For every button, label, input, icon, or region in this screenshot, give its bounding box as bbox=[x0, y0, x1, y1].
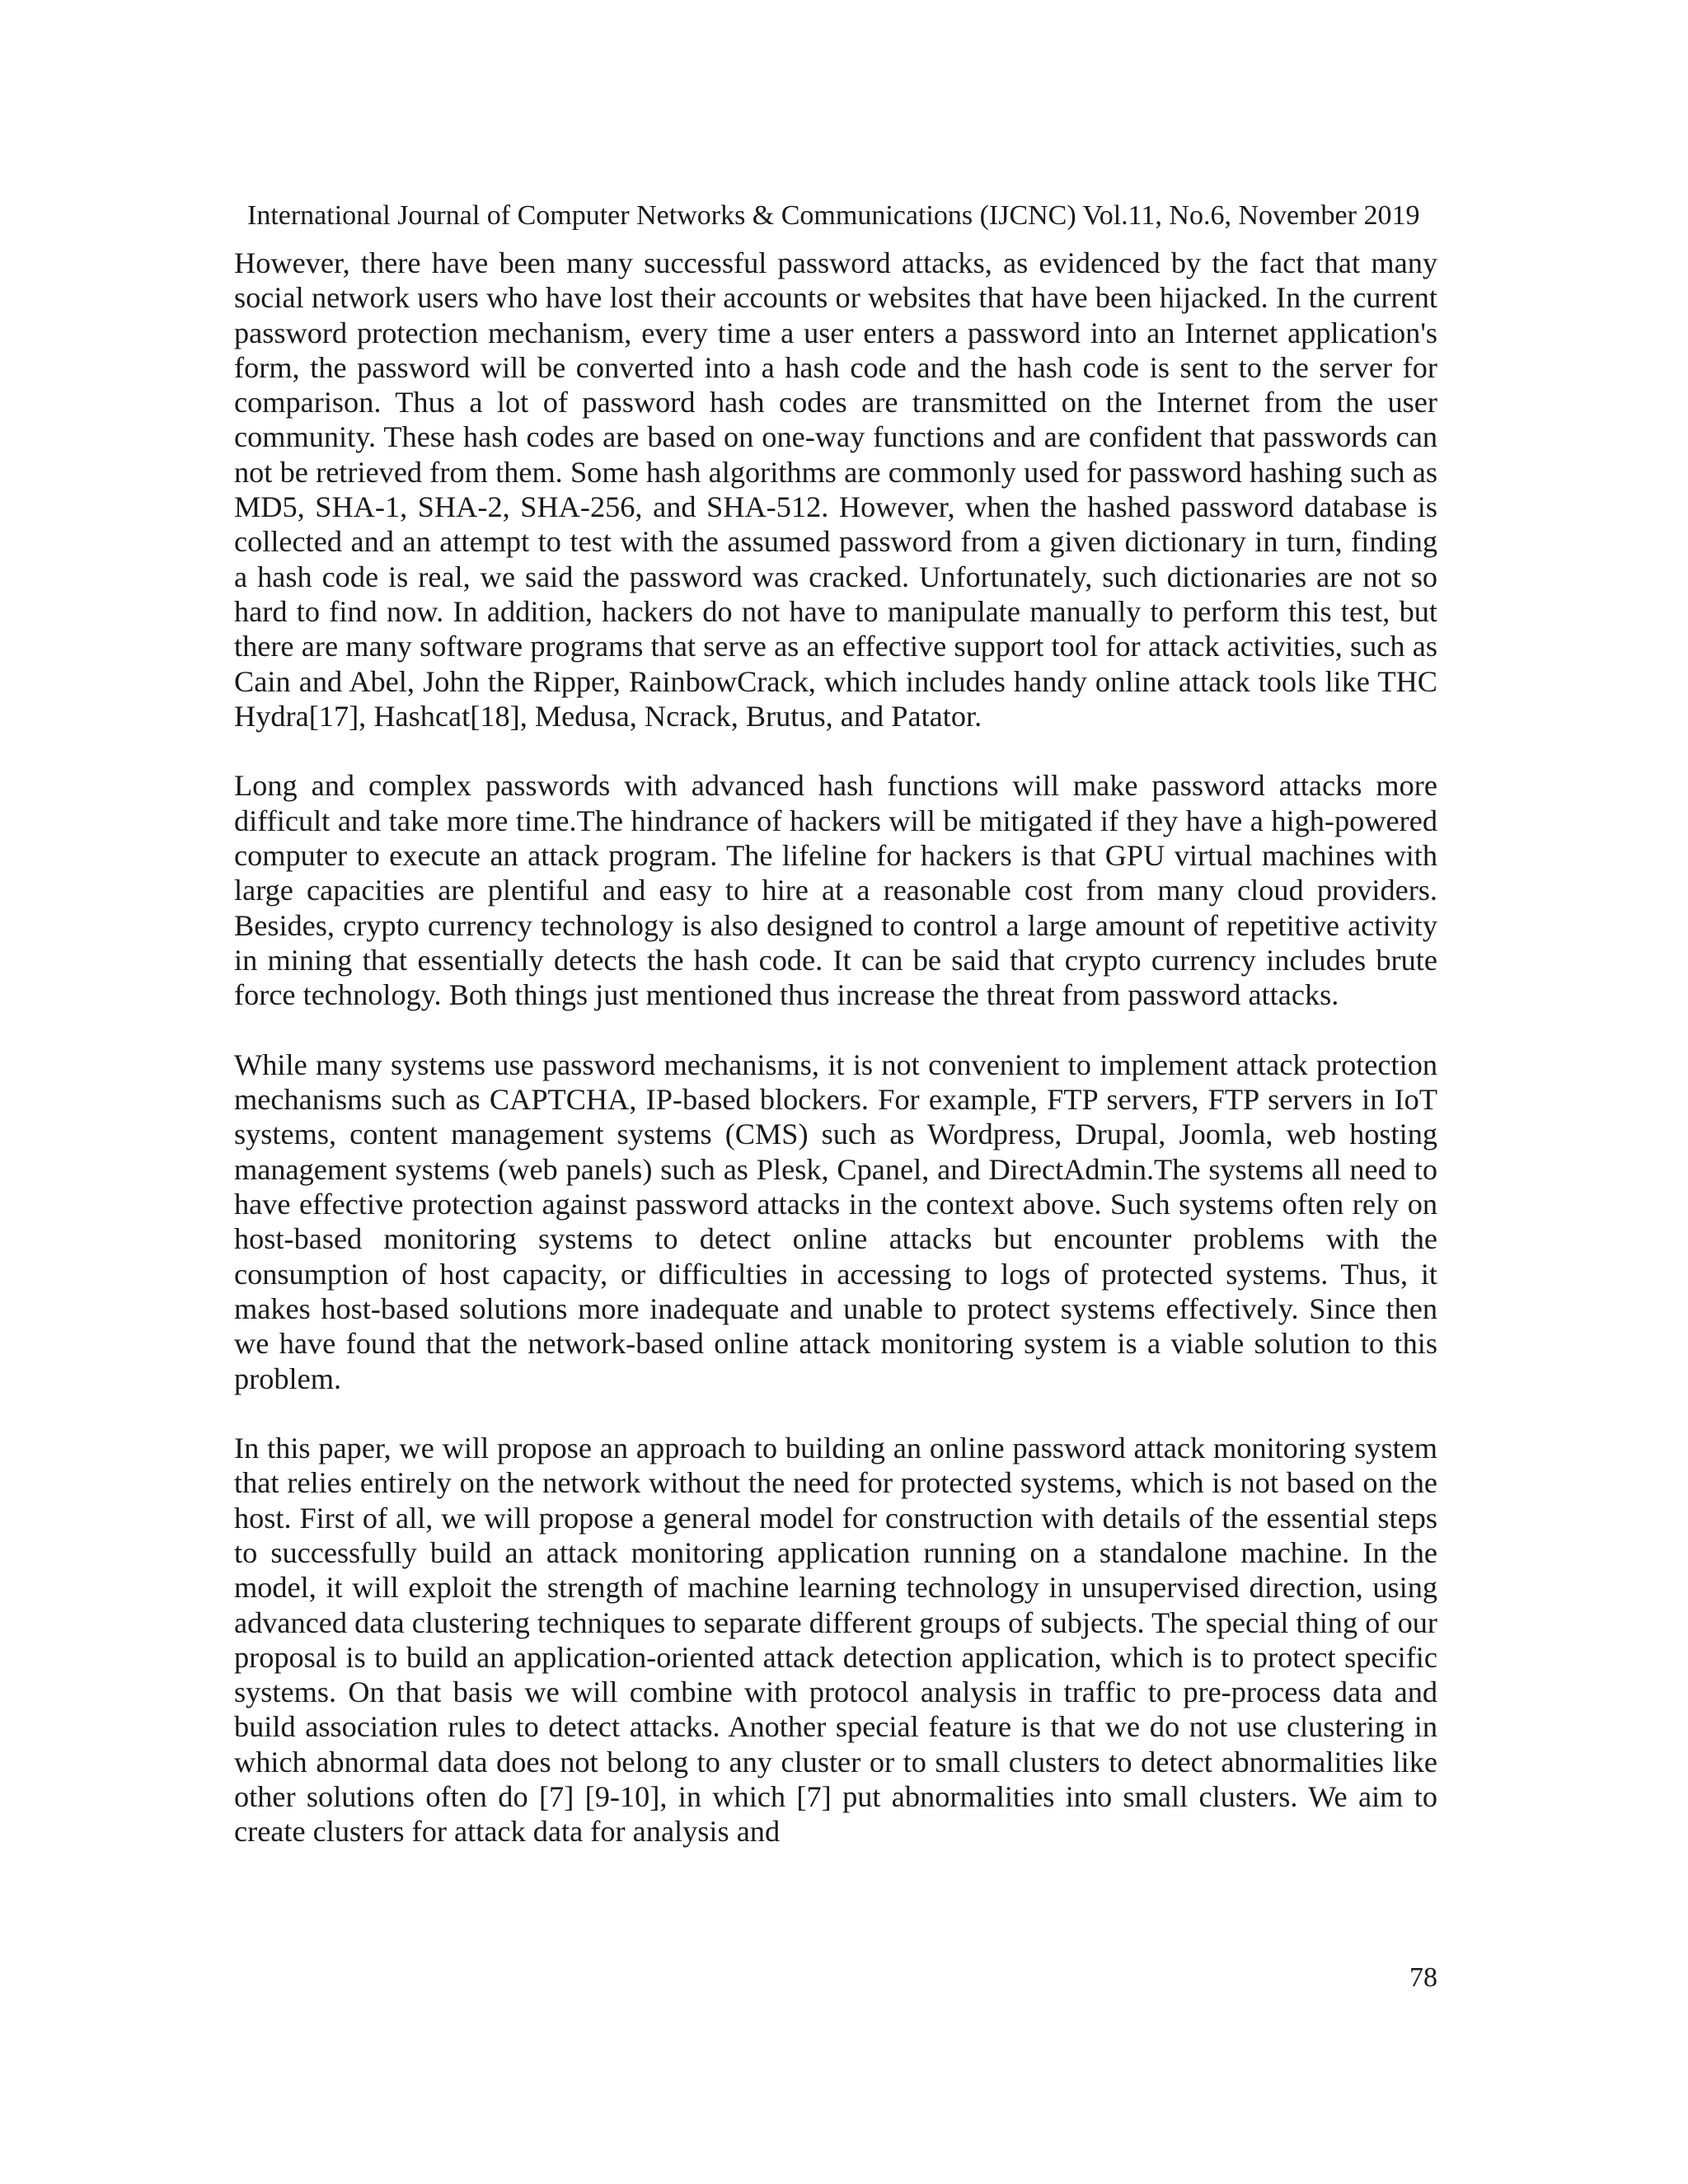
paragraph-password-attacks: However, there have been many successful password attacks, as evidenced by the fact that many social network users who have lost their accounts or websites that have been hijacked. In the current password protection mechanism, every time a user enters a password into an Internet application's form, the password will be converted into a hash code and the hash code is sent to the server for comparison. Thus a lot of password hash codes are transmitted on the Internet from the user community. These hash codes are based on one-way functions and are confident that passwords can not be retrieved from them. Some hash algorithms are commonly used for password hashing such as MD5, SHA-1, SHA-2, SHA-256, and SHA-512. However, when the hashed password database is collected and an attempt to test with the assumed password from a given dictionary in turn, finding a hash code is real, we said the password was cracked. Unfortunately, such dictionaries are not so hard to find now. In addition, hackers do not have to manipulate manually to perform this test, but there are many software programs that serve as an effective support tool for attack activities, such as Cain and Abel, John the Ripper, RainbowCrack, which includes handy online attack tools like THC Hydra[17], Hashcat[18], Medusa, Ncrack, Brutus, and Patator. bbox=[234, 246, 1437, 733]
page-number: 78 bbox=[1409, 1962, 1437, 1993]
running-header: International Journal of Computer Networks & Communications (IJCNC) Vol.11, No.6, November 2019 bbox=[247, 200, 1420, 231]
paragraph-protection-mechanisms: While many systems use password mechanisms, it is not convenient to implement attack protection mechanisms such as CAPTCHA, IP-based blockers. For example, FTP servers, FTP servers in IoT systems, content management systems (CMS) such as Wordpress, Drupal, Joomla, web hosting management systems (web panels) such as Plesk, Cpanel, and DirectAdmin.The systems all need to have effective protection against password attacks in the context above. Such systems often rely on host-based monitoring systems to detect online attacks but encounter problems with the consumption of host capacity, or difficulties in accessing to logs of protected systems. Thus, it makes host-based solutions more inadequate and unable to protect systems effectively. Since then we have found that the network-based online attack monitoring system is a viable solution to this problem. bbox=[234, 1047, 1437, 1395]
body-text bbox=[234, 246, 1437, 1849]
paragraph-complex-passwords: Long and complex passwords with advanced hash functions will make password attacks more difficult and take more time.The hindrance of hackers will be mitigated if they have a high-powered computer to execute an attack program. The lifeline for hackers is that GPU virtual machines with large capacities are plentiful and easy to hire at a reasonable cost from many cloud providers. Besides, crypto currency technology is also designed to control a large amount of repetitive activity in mining that essentially detects the hash code. It can be said that crypto currency includes brute force technology. Both things just mentioned thus increase the threat from password attacks. bbox=[234, 769, 1437, 1012]
paragraph-proposed-approach: In this paper, we will propose an approach to building an online password attack monitoring system that relies entirely on the network without the need for protected systems, which is not based on the host. First of all, we will propose a general model for construction with details of the essential steps to successfully build an attack monitoring application running on a standalone machine. In the model, it will exploit the strength of machine learning technology in unsupervised direction, using advanced data clustering techniques to separate different groups of subjects. The special thing of our proposal is to build an application-oriented attack detection application, which is to protect specific systems. On that basis we will combine with protocol analysis in traffic to pre-process data and build association rules to detect attacks. Another special feature is that we do not use clustering in which abnormal data does not belong to any cluster or to small clusters to detect abnormalities like other solutions often do [7] [9-10], in which [7] put abnormalities into small clusters. We aim to create clusters for attack data for analysis and bbox=[234, 1432, 1437, 1849]
